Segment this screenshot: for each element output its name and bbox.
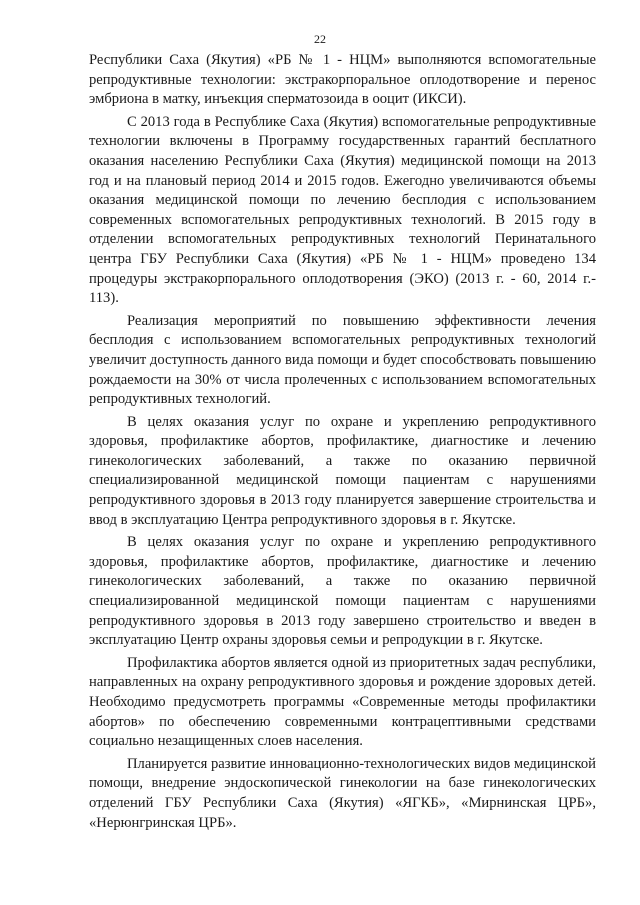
page-number: 22 (314, 32, 326, 46)
paragraph-reproductive-center-built: В целях оказания услуг по охране и укреплению репродуктивного здоровья, профилактике абортов, профилактике, диагностике и лечению гинекологических заболеваний, а также по оказанию первичной специализированной медицинской помощи пациентам с нарушениями репродуктивного здоровья в 2013 году завершено строительство и введен в эксплуатацию Центр охраны здоровья семьи и репродукции в г. Якутске. (89, 534, 596, 649)
paragraph-reproductive-center-plan: В целях оказания услуг по охране и укреплению репродуктивного здоровья, профилактике абортов, профилактике, диагностике и лечению гинекологических заболеваний, а также по оказанию первичной специализированной медицинской помощи пациентам с нарушениями репродуктивного здоровья в 2013 году планируется завершение строительства и ввод в эксплуатацию Центра репродуктивного здоровья в г. Якутске. (89, 413, 596, 528)
paragraph-infertility-treatment: Реализация мероприятий по повышению эффективности лечения бесплодия с использованием вспомогательных репродуктивных технологий увеличит доступность данного вида помощи и будет способствовать повышению рождаемости на 30% от числа пролеченных с использованием вспомогательных репродуктивных технологий. (89, 312, 596, 408)
paragraph-abortion-prevention: Профилактика абортов является одной из приоритетных задач республики, направленных на охрану репродуктивного здоровья и рождение здоровых детей. Необходимо предусмотреть программы «Современные методы профилактики абортов» по обеспечению современными контрацептивными средствами социально незащищенных слоев населения. (89, 654, 596, 750)
paragraph-art-intro: Республики Саха (Якутия) «РБ № 1 - НЦМ» выполняются вспомогательные репродуктивные технологии: экстракорпоральное оплодотворение и перенос эмбриона в матку, инъекция сперматозоида в ооцит (ИКСИ). (89, 52, 596, 108)
paragraph-state-guarantees: С 2013 года в Республике Саха (Якутия) вспомогательные репродуктивные технологии включены в Программу государственных гарантий бесплатного оказания населению Республики Саха (Якутия) медицинской помощи на 2013 год и на плановый период 2014 и 2015 годов. Ежегодно увеличиваются объемы оказания медицинской помощи по лечению бесплодия с использованием современных вспомогательных репродуктивных технологий. В 2015 году в отделении вспомогательных репродуктивных технологий Перинатального центра ГБУ Республики Саха (Якутия) «РБ № 1 - НЦМ» проведено 134 процедуры экстракорпорального оплодотворения (ЭКО) (2013 г. - 60, 2014 г.- 113). (89, 113, 596, 307)
document-body (89, 51, 596, 836)
paragraph-endoscopic-gynecology: Планируется развитие инновационно-технологических видов медицинской помощи, внедрение эндоскопической гинекологии на базе гинекологических отделений ГБУ Республики Саха (Якутия) «ЯГКБ», «Мирнинская ЦРБ», «Нерюнгринская ЦРБ». (89, 755, 596, 831)
